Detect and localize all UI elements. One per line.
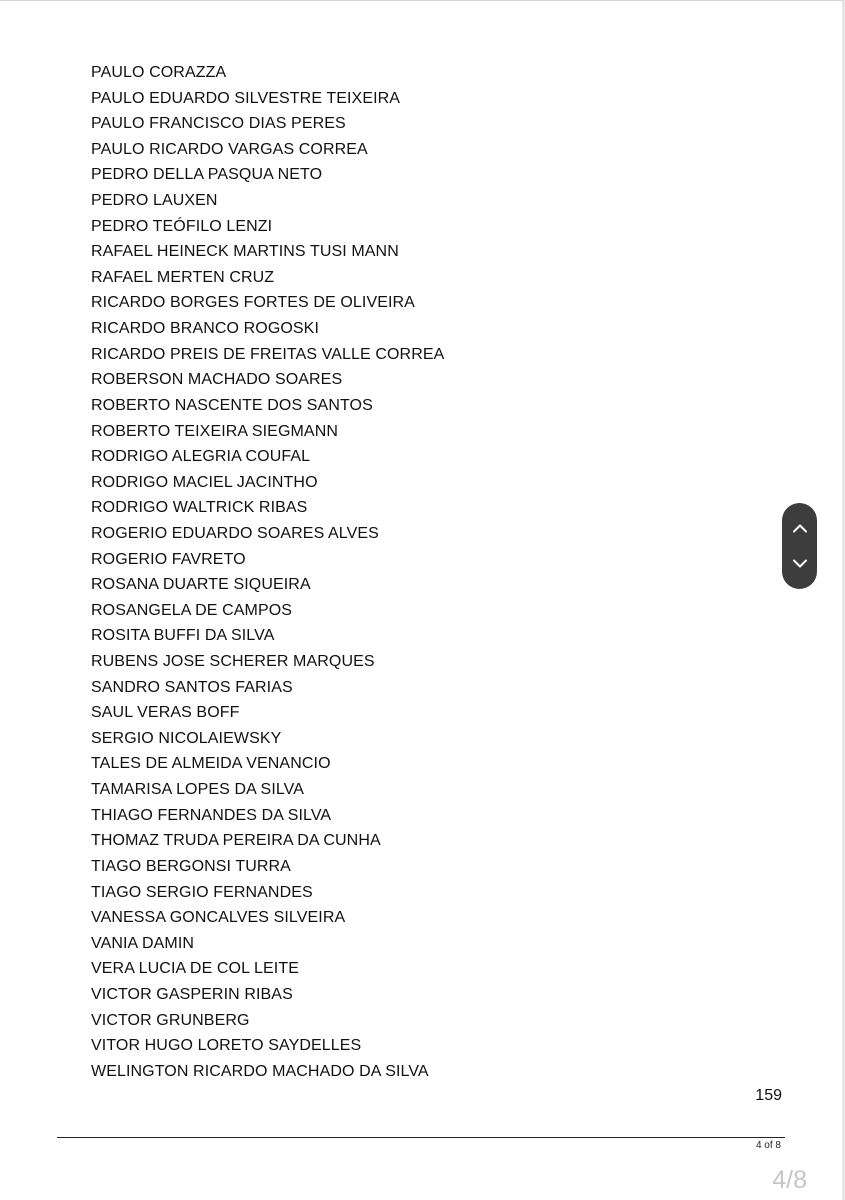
list-item: RAFAEL MERTEN CRUZ bbox=[91, 268, 275, 286]
page-nav-control bbox=[782, 503, 817, 589]
list-item: RODRIGO ALEGRIA COUFAL bbox=[91, 448, 311, 466]
list-item: RODRIGO WALTRICK RIBAS bbox=[91, 499, 308, 517]
list-item: TIAGO SERGIO FERNANDES bbox=[91, 883, 313, 901]
list-item: SANDRO SANTOS FARIAS bbox=[91, 678, 293, 696]
list-item: RICARDO BRANCO ROGOSKI bbox=[91, 320, 320, 338]
list-item: PEDRO TEÓFILO LENZI bbox=[91, 217, 273, 235]
list-item: ROBERTO TEIXEIRA SIEGMANN bbox=[91, 422, 339, 440]
list-item: ROBERSON MACHADO SOARES bbox=[91, 371, 343, 389]
list-item: SERGIO NICOLAIEWSKY bbox=[91, 729, 282, 747]
footer-page-count: 4 of 8 bbox=[755, 1140, 781, 1151]
name-list bbox=[91, 60, 444, 1084]
list-item: ROGERIO EDUARDO SOARES ALVES bbox=[91, 524, 379, 542]
footer-rule bbox=[57, 1137, 785, 1138]
list-item: VANIA DAMIN bbox=[91, 934, 195, 952]
list-item: RICARDO BORGES FORTES DE OLIVEIRA bbox=[91, 294, 415, 312]
previous-page-button[interactable] bbox=[782, 515, 817, 541]
list-item: THOMAZ TRUDA PEREIRA DA CUNHA bbox=[91, 832, 381, 850]
list-item: VITOR HUGO LORETO SAYDELLES bbox=[91, 1037, 362, 1055]
list-item: TIAGO BERGONSI TURRA bbox=[91, 857, 291, 875]
total-count: 159 bbox=[755, 1087, 782, 1104]
list-item: VICTOR GRUNBERG bbox=[91, 1011, 250, 1029]
chevron-up-icon bbox=[792, 523, 808, 533]
list-item: PAULO RICARDO VARGAS CORREA bbox=[91, 140, 368, 158]
list-item: ROSANGELA DE CAMPOS bbox=[91, 601, 293, 619]
list-item: ROGERIO FAVRETO bbox=[91, 550, 246, 568]
chevron-down-icon bbox=[792, 559, 808, 569]
list-item: ROBERTO NASCENTE DOS SANTOS bbox=[91, 396, 373, 414]
list-item: WELINGTON RICARDO MACHADO DA SILVA bbox=[91, 1062, 429, 1080]
next-page-button[interactable] bbox=[782, 551, 817, 577]
list-item: ROSITA BUFFI DA SILVA bbox=[91, 627, 275, 645]
list-item: VICTOR GASPERIN RIBAS bbox=[91, 985, 293, 1003]
list-item: PAULO FRANCISCO DIAS PERES bbox=[91, 115, 346, 133]
list-item: RICARDO PREIS DE FREITAS VALLE CORREA bbox=[91, 345, 445, 363]
list-item: TALES DE ALMEIDA VENANCIO bbox=[91, 755, 331, 773]
list-item: PEDRO LAUXEN bbox=[91, 192, 218, 210]
list-item: RODRIGO MACIEL JACINTHO bbox=[91, 473, 318, 491]
page-indicator: 4/8 bbox=[772, 1166, 807, 1194]
list-item: PEDRO DELLA PASQUA NETO bbox=[91, 166, 323, 184]
list-item: PAULO EDUARDO SILVESTRE TEIXEIRA bbox=[91, 89, 401, 107]
list-item: RAFAEL HEINECK MARTINS TUSI MANN bbox=[91, 243, 399, 261]
list-item: TAMARISA LOPES DA SILVA bbox=[91, 781, 305, 799]
list-item: THIAGO FERNANDES DA SILVA bbox=[91, 806, 332, 824]
list-item: PAULO CORAZZA bbox=[91, 64, 227, 81]
list-item: SAUL VERAS BOFF bbox=[91, 704, 240, 722]
list-item: ROSANA DUARTE SIQUEIRA bbox=[91, 576, 311, 594]
list-item: VERA LUCIA DE COL LEITE bbox=[91, 960, 300, 978]
list-item: RUBENS JOSE SCHERER MARQUES bbox=[91, 653, 375, 671]
list-item: VANESSA GONCALVES SILVEIRA bbox=[91, 909, 346, 927]
